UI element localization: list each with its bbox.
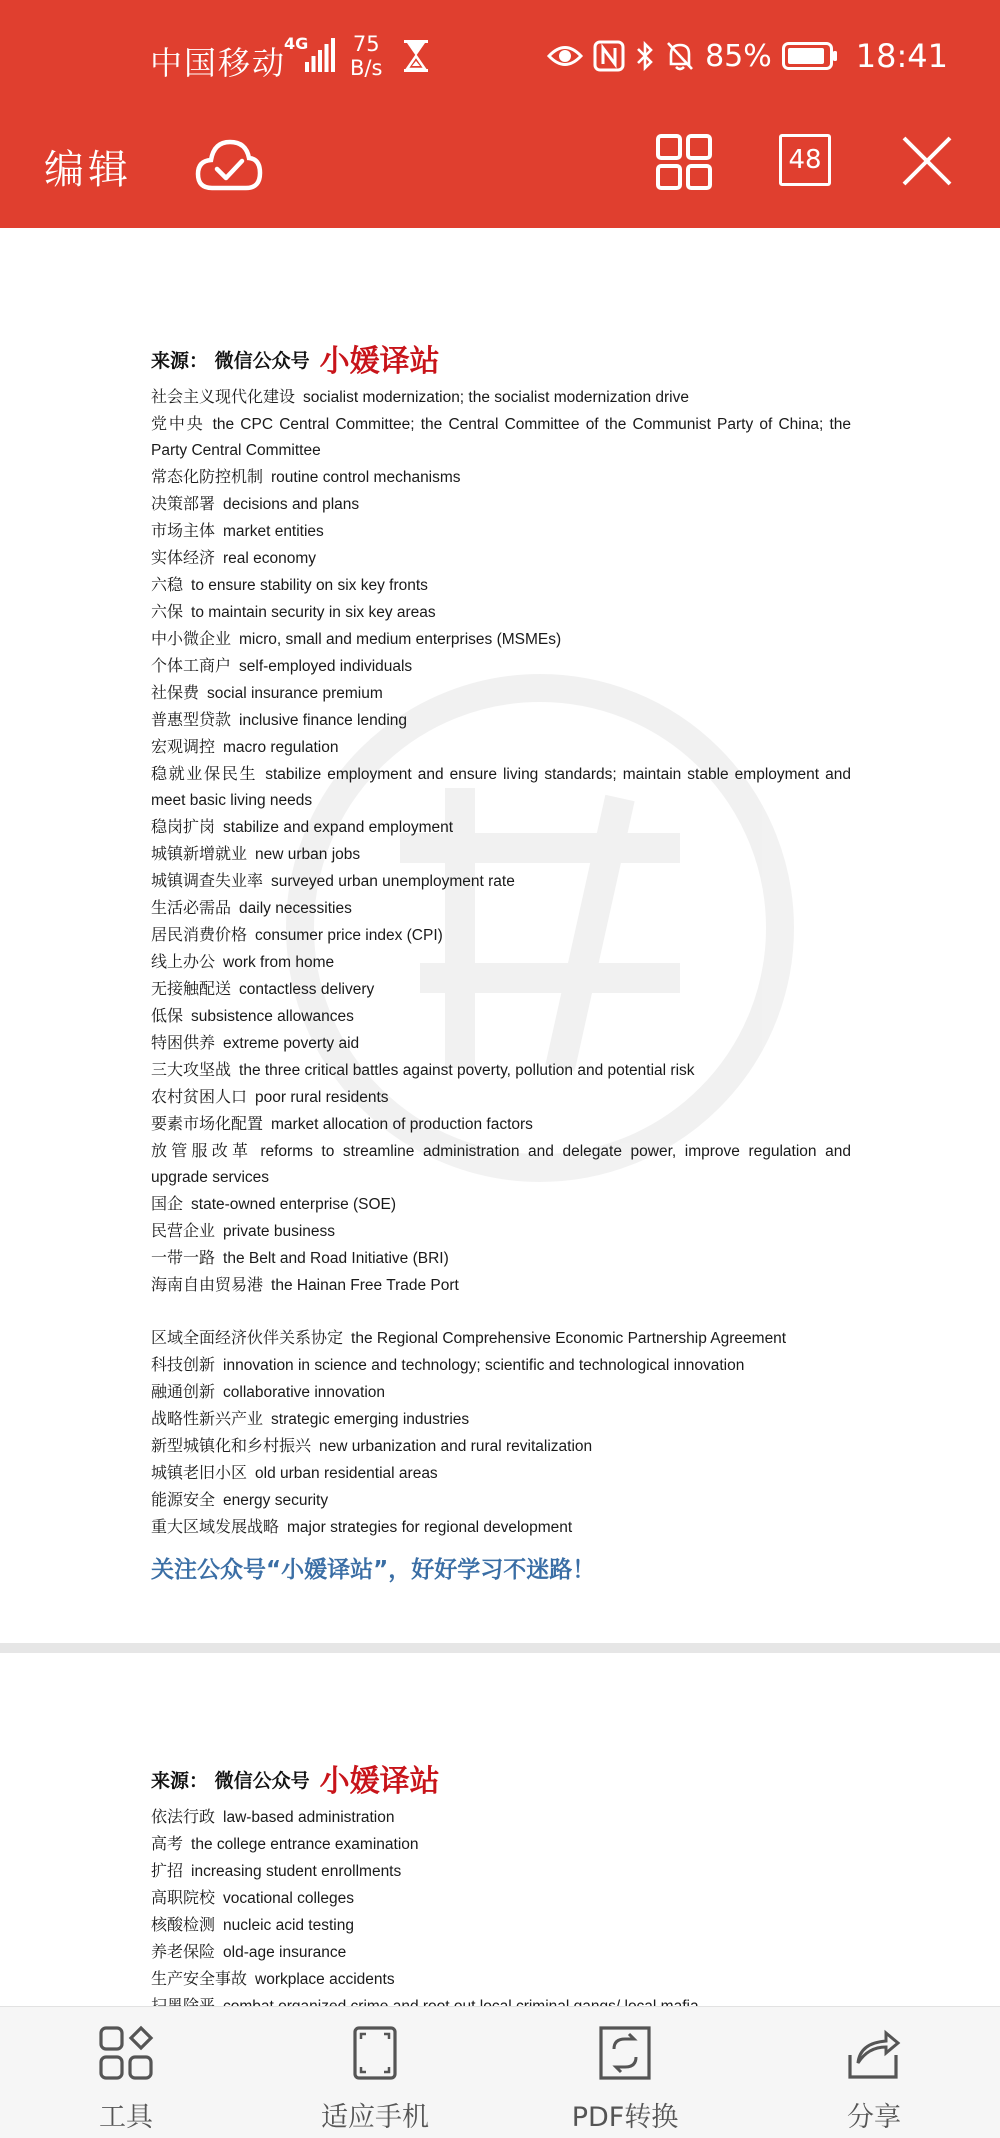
term-english: the three critical battles against poverty, pollution and potential risk <box>239 1062 695 1079</box>
pdf-convert-button[interactable] <box>525 2025 725 2134</box>
glossary-entry <box>151 680 851 707</box>
glossary-entry <box>151 841 851 868</box>
glossary-entry <box>151 1406 851 1433</box>
term-chinese: 实体经济 <box>151 548 216 567</box>
term-chinese: 低保 <box>151 1006 184 1025</box>
term-chinese: 科技创新 <box>151 1355 216 1374</box>
carrier-name: 中国移动 <box>150 44 287 82</box>
status-bar <box>0 0 1000 110</box>
term-english: extreme poverty aid <box>223 1035 360 1052</box>
term-chinese: 核酸检测 <box>151 1915 216 1934</box>
glossary-entry <box>151 1245 851 1272</box>
glossary-entry <box>151 1084 851 1111</box>
term-chinese: 特困供养 <box>151 1033 216 1052</box>
term-chinese: 生产安全事故 <box>151 1969 248 1988</box>
term-chinese: 农村贫困人口 <box>151 1087 248 1106</box>
blank-line <box>151 1299 851 1325</box>
clock: 18:41 <box>855 37 948 75</box>
glossary-entry <box>151 1514 851 1541</box>
edit-button[interactable]: 编辑 <box>44 147 132 193</box>
term-chinese: 扩招 <box>151 1861 184 1880</box>
term-chinese: 战略性新兴产业 <box>151 1409 264 1428</box>
term-english: major strategies for regional development <box>287 1519 573 1536</box>
term-chinese: 城镇老旧小区 <box>151 1463 248 1482</box>
term-english: new urban jobs <box>255 846 361 863</box>
term-english: stabilize and expand employment <box>223 819 454 836</box>
glossary-entry <box>151 1487 851 1514</box>
page-separator <box>0 1643 1000 1653</box>
document-toolbar <box>0 110 1000 228</box>
glossary-entry <box>151 1433 851 1460</box>
source-label: 来源： 微信公众号 <box>151 1770 310 1792</box>
term-chinese: 要素市场化配置 <box>151 1114 264 1133</box>
term-chinese: 国企 <box>151 1194 184 1213</box>
term-english: surveyed urban unemployment rate <box>271 873 515 890</box>
term-chinese: 居民消费价格 <box>151 925 248 944</box>
battery-icon <box>782 42 838 70</box>
glossary-entry <box>151 1030 851 1057</box>
speed-unit: B/s <box>350 56 383 80</box>
term-english: collaborative innovation <box>223 1384 386 1401</box>
term-chinese: 城镇新增就业 <box>151 844 248 863</box>
tools-icon <box>98 2025 154 2081</box>
term-chinese: 三大攻坚战 <box>151 1060 232 1079</box>
term-english: the Hainan Free Trade Port <box>271 1277 459 1294</box>
follow-banner: 关注公众号“小媛译站”，好好学习不迷路！ <box>151 1557 596 1583</box>
term-english: micro, small and medium enterprises (MSMEs) <box>239 631 562 648</box>
term-chinese: 中小微企业 <box>151 629 232 648</box>
term-chinese: 普惠型贷款 <box>151 710 232 729</box>
glossary-list-1b <box>151 1325 851 1541</box>
glossary-entry <box>151 895 851 922</box>
glossary-entry <box>151 1831 851 1858</box>
tools-button[interactable] <box>26 2025 226 2134</box>
glossary-entry <box>151 1218 851 1245</box>
document-body-1 <box>151 338 851 1583</box>
term-chinese: 城镇调查失业率 <box>151 871 264 890</box>
term-chinese: 市场主体 <box>151 521 216 540</box>
term-english: workplace accidents <box>255 1971 395 1988</box>
glossary-entry <box>151 626 851 653</box>
glossary-entry <box>151 411 851 464</box>
term-english: law-based administration <box>223 1809 395 1826</box>
bottom-toolbar <box>0 2006 1000 2138</box>
term-chinese: 养老保险 <box>151 1942 216 1961</box>
glossary-entry <box>151 1272 851 1299</box>
source-name: 小媛译站 <box>319 1764 440 1799</box>
term-chinese: 一带一路 <box>151 1248 216 1267</box>
term-chinese: 宏观调控 <box>151 737 216 756</box>
glossary-entry <box>151 949 851 976</box>
term-chinese: 能源安全 <box>151 1490 216 1509</box>
status-right-group <box>547 36 948 76</box>
term-chinese: 线上办公 <box>151 952 216 971</box>
glossary-entry <box>151 976 851 1003</box>
term-chinese: 常态化防控机制 <box>151 467 264 486</box>
hourglass-icon <box>403 40 429 72</box>
glossary-list-2 <box>151 1804 851 2020</box>
bluetooth-icon <box>635 40 655 72</box>
glossary-entry <box>151 1138 851 1191</box>
term-english: nucleic acid testing <box>223 1917 354 1934</box>
term-english: stabilize employment and ensure living standards; maintain stable employment and meet basic living needs <box>151 766 851 809</box>
glossary-entry <box>151 599 851 626</box>
term-chinese: 六稳 <box>151 575 184 594</box>
page-count-button[interactable]: 48 <box>779 134 831 186</box>
share-icon <box>846 2025 902 2081</box>
document-body-2 <box>151 1758 851 2020</box>
term-chinese: 党中央 <box>151 414 205 433</box>
source-line <box>151 338 851 380</box>
share-label: 分享 <box>847 2102 901 2133</box>
glossary-entry <box>151 1804 851 1831</box>
glossary-entry <box>151 1352 851 1379</box>
term-chinese: 民营企业 <box>151 1221 216 1240</box>
term-english: new urbanization and rural revitalization <box>319 1438 593 1455</box>
term-english: state-owned enterprise (SOE) <box>191 1196 397 1213</box>
term-chinese: 融通创新 <box>151 1382 216 1401</box>
term-english: the Belt and Road Initiative (BRI) <box>223 1250 449 1267</box>
term-english: work from home <box>223 954 335 971</box>
term-english: consumer price index (CPI) <box>255 927 443 944</box>
glossary-entry <box>151 814 851 841</box>
term-chinese: 社保费 <box>151 683 200 702</box>
term-english: to maintain security in six key areas <box>191 604 436 621</box>
term-english: contactless delivery <box>239 981 375 998</box>
fit-phone-icon <box>352 2025 398 2081</box>
term-english: market entities <box>223 523 324 540</box>
glossary-entry <box>151 761 851 814</box>
document-page-2[interactable] <box>0 1653 1000 2006</box>
term-english: self-employed individuals <box>239 658 413 675</box>
term-chinese: 海南自由贸易港 <box>151 1275 264 1294</box>
term-english: private business <box>223 1223 336 1240</box>
pdf-convert-label: PDF转换 <box>571 2102 679 2133</box>
term-chinese: 社会主义现代化建设 <box>151 387 296 406</box>
source-line <box>151 1758 851 1800</box>
grid-view-icon[interactable] <box>656 134 712 190</box>
glossary-entry <box>151 1057 851 1084</box>
term-chinese: 依法行政 <box>151 1807 216 1826</box>
glossary-entry <box>151 922 851 949</box>
term-english: socialist modernization; the socialist modernization drive <box>303 389 689 406</box>
term-chinese: 高考 <box>151 1834 184 1853</box>
fit-phone-label: 适应手机 <box>321 2102 429 2133</box>
battery-percent: 85% <box>705 38 772 74</box>
glossary-entry <box>151 1111 851 1138</box>
term-english: social insurance premium <box>207 685 383 702</box>
term-chinese: 决策部署 <box>151 494 216 513</box>
term-chinese: 个体工商户 <box>151 656 232 675</box>
share-button[interactable] <box>774 2025 974 2134</box>
term-english: the Regional Comprehensive Economic Partnership Agreement <box>351 1330 787 1347</box>
term-chinese: 区域全面经济伙伴关系协定 <box>151 1328 344 1347</box>
term-chinese: 新型城镇化和乡村振兴 <box>151 1436 312 1455</box>
term-chinese: 六保 <box>151 602 184 621</box>
glossary-entry <box>151 707 851 734</box>
network-type: 4G <box>284 34 309 53</box>
document-page-1[interactable] <box>0 228 1000 1643</box>
term-english: vocational colleges <box>223 1890 354 1907</box>
term-english: real economy <box>223 550 317 567</box>
source-label: 来源： 微信公众号 <box>151 350 310 372</box>
term-english: old-age insurance <box>223 1944 347 1961</box>
network-speed <box>350 32 382 80</box>
cloud-check-icon[interactable] <box>194 134 264 198</box>
term-english: strategic emerging industries <box>271 1411 470 1428</box>
term-english: poor rural residents <box>255 1089 389 1106</box>
glossary-entry <box>151 491 851 518</box>
term-english: market allocation of production factors <box>271 1116 533 1133</box>
close-icon[interactable] <box>900 134 954 188</box>
term-english: energy security <box>223 1492 329 1509</box>
glossary-entry <box>151 572 851 599</box>
glossary-entry <box>151 868 851 895</box>
mute-bell-icon <box>665 40 695 72</box>
term-english: increasing student enrollments <box>191 1863 402 1880</box>
glossary-entry <box>151 464 851 491</box>
source-name: 小媛译站 <box>319 344 440 379</box>
term-english: the college entrance examination <box>191 1836 419 1853</box>
term-chinese: 稳就业保民生 <box>151 764 258 783</box>
glossary-entry <box>151 1912 851 1939</box>
term-chinese: 放管服改革 <box>151 1141 253 1160</box>
term-chinese: 无接触配送 <box>151 979 232 998</box>
signal-icon <box>305 38 335 72</box>
term-english: subsistence allowances <box>191 1008 354 1025</box>
pdf-convert-icon <box>598 2025 652 2081</box>
glossary-entry <box>151 734 851 761</box>
speed-value: 75 <box>352 32 380 56</box>
glossary-entry <box>151 1858 851 1885</box>
glossary-entry <box>151 1885 851 1912</box>
term-english: old urban residential areas <box>255 1465 438 1482</box>
glossary-list-1 <box>151 384 851 1299</box>
term-english: to ensure stability on six key fronts <box>191 577 428 594</box>
glossary-entry <box>151 545 851 572</box>
glossary-entry <box>151 1966 851 1993</box>
term-english: macro regulation <box>223 739 339 756</box>
glossary-entry <box>151 1460 851 1487</box>
glossary-entry <box>151 653 851 680</box>
term-chinese: 重大区域发展战略 <box>151 1517 280 1536</box>
tools-label: 工具 <box>99 2102 153 2133</box>
term-english: the CPC Central Committee; the Central Committee of the Communist Party of China; the Party Central Committee <box>151 416 851 459</box>
nfc-icon <box>593 40 625 72</box>
fit-phone-button[interactable] <box>275 2025 475 2134</box>
term-english: reforms to streamline administration and delegate power, improve regulation and upgrade services <box>151 1143 851 1186</box>
glossary-entry <box>151 1003 851 1030</box>
term-english: routine control mechanisms <box>271 469 461 486</box>
term-english: inclusive finance lending <box>239 712 408 729</box>
term-english: daily necessities <box>239 900 352 917</box>
term-english: decisions and plans <box>223 496 360 513</box>
glossary-entry <box>151 1325 851 1352</box>
term-chinese: 生活必需品 <box>151 898 232 917</box>
glossary-entry <box>151 1379 851 1406</box>
glossary-entry <box>151 1939 851 1966</box>
glossary-entry <box>151 384 851 411</box>
eye-icon <box>547 43 583 69</box>
glossary-entry <box>151 518 851 545</box>
glossary-entry <box>151 1191 851 1218</box>
term-chinese: 稳岗扩岗 <box>151 817 216 836</box>
term-english: innovation in science and technology; scientific and technological innovation <box>223 1357 745 1374</box>
term-chinese: 高职院校 <box>151 1888 216 1907</box>
